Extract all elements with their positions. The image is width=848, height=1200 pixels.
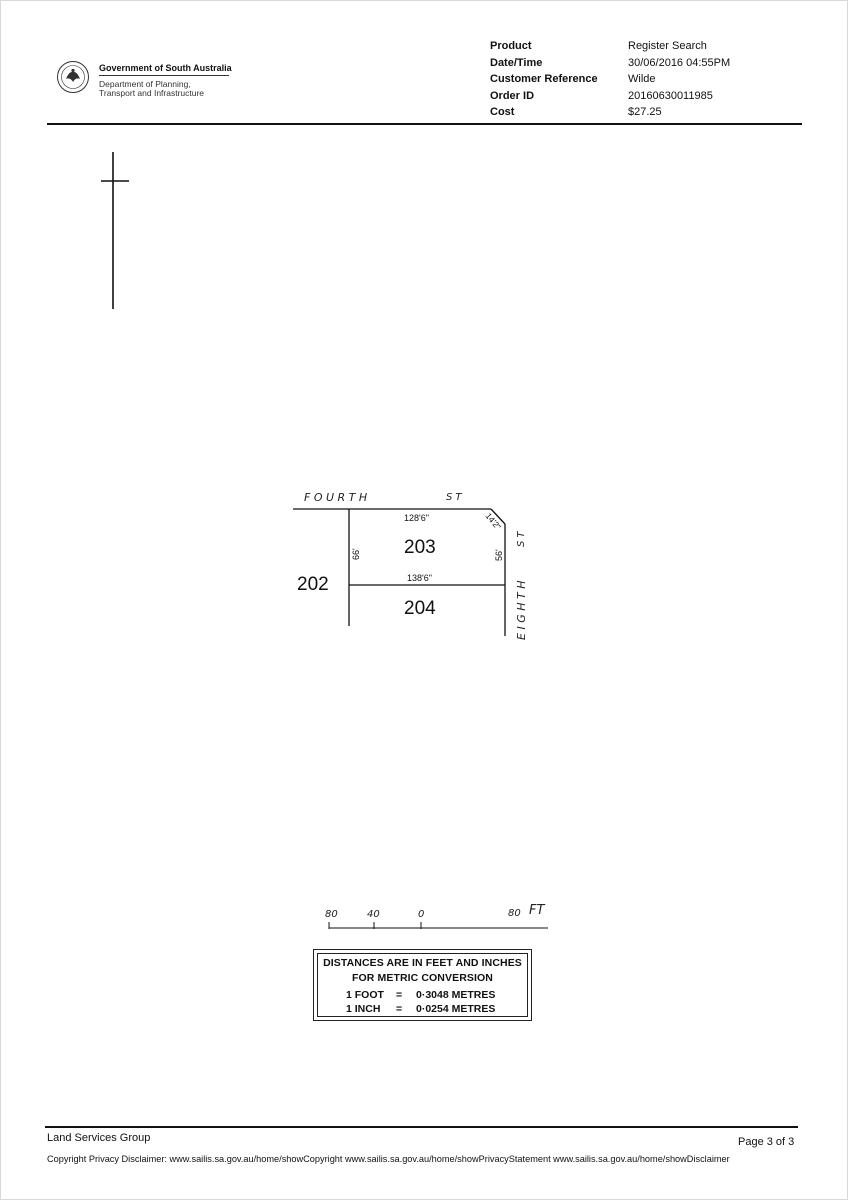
scale-tick-label: 80 [325,909,338,920]
dimension-lot-boundary: 138'6" [407,573,432,583]
meta-value: 30/06/2016 04:55PM [628,56,731,69]
meta-value: 20160630011985 [628,89,713,102]
meta-label: Customer Reference [490,73,598,85]
dimension-top-frontage: 128'6" [404,513,429,523]
street-name-fourth: FOURTH [304,491,371,504]
department-line-1: Department of Planning, [99,79,191,89]
lot-number-204: 204 [404,598,436,619]
conversion-unit: 1 FOOT [346,989,384,1001]
scale-tick-label: 80 [508,908,521,919]
conversion-heading-1: DISTANCES ARE IN FEET AND INCHES [323,957,522,969]
dimension-east-side: 56' [494,549,504,561]
conversion-equals: = [396,1003,403,1015]
footer-rule [45,1126,798,1128]
dimension-corner-cut: 14'2" [483,510,504,532]
conversion-value: 0·0254 METRES [416,1003,496,1015]
conversion-value: 0·3048 METRES [416,989,496,1001]
conversion-equals: = [396,989,403,1001]
metric-conversion-box [313,949,532,1021]
footer-group-name: Land Services Group [47,1132,151,1144]
meta-label: Date/Time [490,56,543,69]
scale-tick-label: 40 [367,909,380,920]
meta-label: Product [490,40,532,52]
street-name-eighth: EIGHTH [515,577,528,640]
meta-value: $27.25 [628,106,662,118]
meta-value: Register Search [628,40,707,52]
footer-page-number: Page 3 of 3 [738,1136,795,1148]
lot-number-203: 203 [404,537,436,558]
metric-conversion-inner [317,953,528,1017]
street-abbr-eighth: ST [516,528,527,547]
scale-unit: FT [529,903,545,918]
conversion-unit: 1 INCH [346,1003,381,1015]
dimension-west-side: 66' [351,548,361,560]
conversion-row-inch [346,1003,495,1015]
department-line-2: Transport and Infrastructure [99,88,205,98]
footer-copyright-links: Copyright Privacy Disclaimer: www.sailis.sa.gov.au/home/showCopyright www.sailis.sa.gov.au/home/showPrivacyStatement www.sailis.sa.gov.au/home/showDisclaimer [47,1154,730,1164]
conversion-row-foot [346,989,495,1001]
conversion-heading-2: FOR METRIC CONVERSION [352,972,493,984]
meta-value: Wilde [628,73,656,85]
meta-label: Order ID [490,89,535,102]
scale-bar [325,903,548,929]
meta-label: Cost [490,106,515,118]
lot-number-202: 202 [297,574,329,595]
street-abbr-fourth: ST [446,492,465,503]
government-title: Government of South Australia [99,63,232,73]
north-arrow-icon [101,152,129,309]
scale-tick-label: 0 [418,909,425,920]
plan-boundaries [293,509,505,636]
